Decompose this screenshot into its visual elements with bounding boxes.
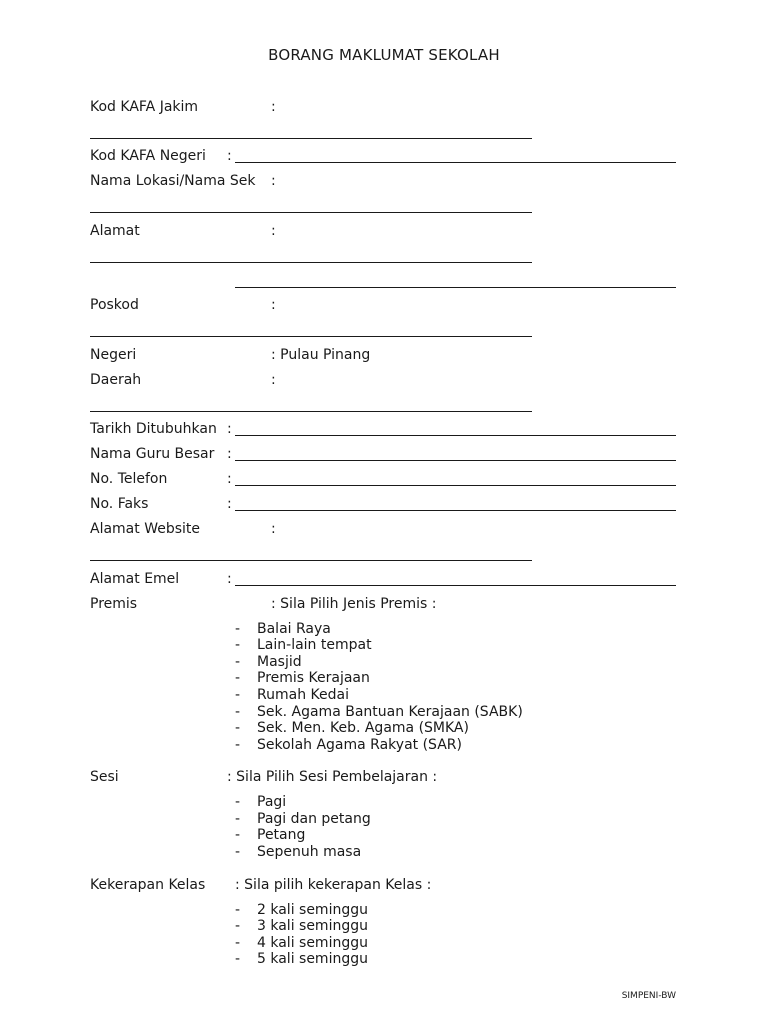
colon: : bbox=[271, 372, 276, 388]
colon: : bbox=[227, 471, 232, 487]
alamat-input-line-1[interactable] bbox=[90, 262, 532, 263]
colon: : bbox=[227, 496, 232, 512]
daerah-input-line[interactable] bbox=[90, 411, 532, 412]
list-bullet: - bbox=[235, 637, 241, 653]
premis-option[interactable]: Rumah Kedai bbox=[257, 687, 349, 703]
list-bullet: - bbox=[235, 737, 241, 753]
emel-input-line[interactable] bbox=[235, 585, 676, 586]
list-bullet: - bbox=[235, 811, 241, 827]
list-bullet: - bbox=[235, 670, 241, 686]
nama-lokasi-input-line[interactable] bbox=[90, 212, 532, 213]
kekerapan-option[interactable]: 4 kali seminggu bbox=[257, 935, 368, 951]
sesi-option[interactable]: Sepenuh masa bbox=[257, 844, 362, 860]
telefon-input-line[interactable] bbox=[235, 485, 676, 486]
kekerapan-prompt: : Sila pilih kekerapan Kelas : bbox=[235, 877, 432, 893]
premis-option[interactable]: Sekolah Agama Rakyat (SAR) bbox=[257, 737, 462, 753]
faks-input-line[interactable] bbox=[235, 510, 676, 511]
colon: : bbox=[227, 446, 232, 462]
premis-option[interactable]: Masjid bbox=[257, 654, 302, 670]
colon: : bbox=[271, 99, 276, 115]
colon: : bbox=[271, 173, 276, 189]
colon: : bbox=[271, 521, 276, 537]
field-label-negeri: Negeri bbox=[90, 347, 137, 363]
list-bullet: - bbox=[235, 844, 241, 860]
negeri-value: : Pulau Pinang bbox=[271, 347, 371, 363]
field-label-kod-kafa-jakim: Kod KAFA Jakim bbox=[90, 99, 199, 115]
sesi-option[interactable]: Pagi dan petang bbox=[257, 811, 371, 827]
premis-option[interactable]: Balai Raya bbox=[257, 621, 331, 637]
field-label-kod-kafa-negeri: Kod KAFA Negeri bbox=[90, 148, 206, 164]
kod-kafa-negeri-input-line[interactable] bbox=[235, 162, 676, 163]
kekerapan-option[interactable]: 2 kali seminggu bbox=[257, 902, 368, 918]
tarikh-input-line[interactable] bbox=[235, 435, 676, 436]
sesi-option[interactable]: Petang bbox=[257, 827, 306, 843]
field-label-kekerapan: Kekerapan Kelas bbox=[90, 877, 206, 893]
footer-code: SIMPENI-BW bbox=[621, 991, 676, 1001]
page-title: BORANG MAKLUMAT SEKOLAH bbox=[268, 46, 500, 64]
field-label-tarikh: Tarikh Ditubuhkan bbox=[90, 421, 217, 437]
premis-prompt: : Sila Pilih Jenis Premis : bbox=[271, 596, 437, 612]
field-label-website: Alamat Website bbox=[90, 521, 201, 537]
field-label-sesi: Sesi bbox=[90, 769, 119, 785]
list-bullet: - bbox=[235, 704, 241, 720]
list-bullet: - bbox=[235, 827, 241, 843]
guru-besar-input-line[interactable] bbox=[235, 460, 676, 461]
premis-option[interactable]: Premis Kerajaan bbox=[257, 670, 370, 686]
kekerapan-option[interactable]: 3 kali seminggu bbox=[257, 918, 368, 934]
colon: : bbox=[227, 571, 232, 587]
premis-option[interactable]: Sek. Men. Keb. Agama (SMKA) bbox=[257, 720, 469, 736]
field-label-premis: Premis bbox=[90, 596, 138, 612]
list-bullet: - bbox=[235, 902, 241, 918]
field-label-emel: Alamat Emel bbox=[90, 571, 180, 587]
list-bullet: - bbox=[235, 918, 241, 934]
field-label-nama-lokasi: Nama Lokasi/Nama Sek bbox=[90, 173, 256, 189]
list-bullet: - bbox=[235, 794, 241, 810]
colon: : bbox=[227, 148, 232, 164]
premis-option[interactable]: Lain-lain tempat bbox=[257, 637, 372, 653]
field-label-faks: No. Faks bbox=[90, 496, 149, 512]
field-label-daerah: Daerah bbox=[90, 372, 142, 388]
colon: : bbox=[271, 223, 276, 239]
poskod-input-line[interactable] bbox=[90, 336, 532, 337]
website-input-line[interactable] bbox=[90, 560, 532, 561]
field-label-guru-besar: Nama Guru Besar bbox=[90, 446, 215, 462]
field-label-telefon: No. Telefon bbox=[90, 471, 168, 487]
field-label-alamat: Alamat bbox=[90, 223, 140, 239]
kekerapan-option[interactable]: 5 kali seminggu bbox=[257, 951, 368, 967]
premis-option[interactable]: Sek. Agama Bantuan Kerajaan (SABK) bbox=[257, 704, 523, 720]
sesi-prompt: : Sila Pilih Sesi Pembelajaran : bbox=[227, 769, 438, 785]
colon: : bbox=[227, 421, 232, 437]
sesi-option[interactable]: Pagi bbox=[257, 794, 287, 810]
list-bullet: - bbox=[235, 951, 241, 967]
list-bullet: - bbox=[235, 654, 241, 670]
kod-kafa-jakim-input-line[interactable] bbox=[90, 138, 532, 139]
field-label-poskod: Poskod bbox=[90, 297, 139, 313]
alamat-input-line-2[interactable] bbox=[235, 287, 676, 288]
list-bullet: - bbox=[235, 687, 241, 703]
list-bullet: - bbox=[235, 720, 241, 736]
colon: : bbox=[271, 297, 276, 313]
list-bullet: - bbox=[235, 621, 241, 637]
list-bullet: - bbox=[235, 935, 241, 951]
